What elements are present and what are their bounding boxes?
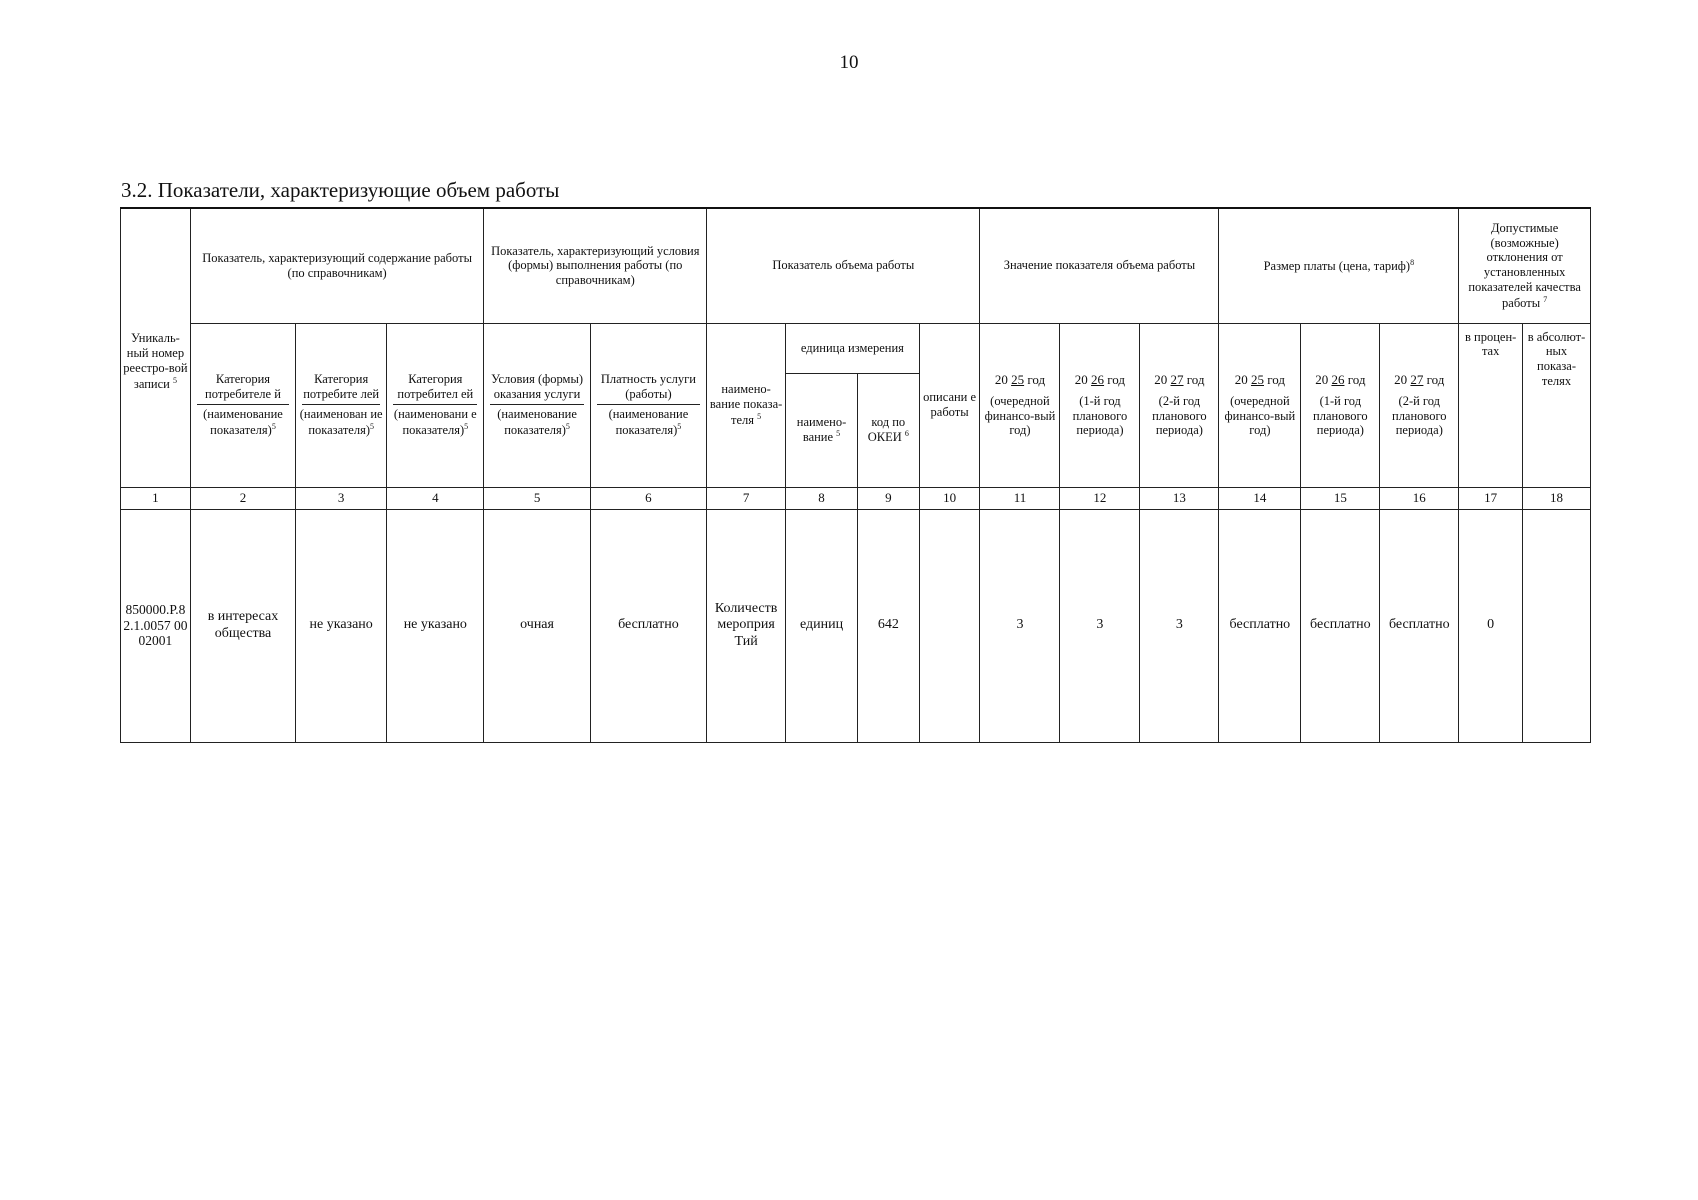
- header-fee: Размер платы (цена, тариф)$^8$: [1219, 208, 1459, 323]
- page-number: 10: [839, 52, 859, 73]
- cell-fee-2026: бесплатно: [1301, 509, 1380, 742]
- column-number: 8: [786, 487, 858, 509]
- column-number: 15: [1301, 487, 1380, 509]
- header-deviation-percent: в процен-тах: [1459, 323, 1523, 487]
- cell-consumer-category-2: не указано: [296, 509, 387, 742]
- column-number: 1: [121, 487, 191, 509]
- cell-fee-2027: бесплатно: [1380, 509, 1459, 742]
- header-fee-2026: 20 26 год (1-й год планового периода): [1301, 323, 1380, 487]
- header-work-description: описани е работы: [919, 323, 980, 487]
- column-number: 2: [190, 487, 295, 509]
- cell-unique-number: 850000.Р.82.1.0057 0002001: [121, 509, 191, 742]
- cell-payment: бесплатно: [590, 509, 706, 742]
- cell-consumer-category-3: не указано: [387, 509, 484, 742]
- header-fee-2027: 20 27 год (2-й год планового периода): [1380, 323, 1459, 487]
- column-number: 4: [387, 487, 484, 509]
- cell-deviation-absolute: [1523, 509, 1591, 742]
- column-number: 10: [919, 487, 980, 509]
- section-title: 3.2. Показатели, характеризующие объем работы: [121, 178, 560, 202]
- column-number: 6: [590, 487, 706, 509]
- cell-consumer-category-1: в интересах общества: [190, 509, 295, 742]
- cell-deviation-percent: 0: [1459, 509, 1523, 742]
- header-fee-2025: 20 25 год (очередной финансо-вый год): [1219, 323, 1301, 487]
- column-number: 3: [296, 487, 387, 509]
- header-value-2026: 20 26 год (1-й год планового периода): [1060, 323, 1140, 487]
- header-volume-value: Значение показателя объема работы: [980, 208, 1219, 323]
- header-service-payment: Платность услуги (работы) (наименование показателя)$^5$: [590, 323, 706, 487]
- header-conditions-indicator: Показатель, характеризующий условия (формы) выполнения работы (по справочникам): [484, 208, 707, 323]
- header-content-indicator: Показатель, характеризующий содержание работы (по справочникам): [190, 208, 484, 323]
- header-unit-name: наимено-вание $^5$: [786, 373, 858, 487]
- cell-value-2025: 3: [980, 509, 1060, 742]
- header-consumer-category-2: Категория потребите лей (наименован ие показателя)$^5$: [296, 323, 387, 487]
- column-number: 17: [1459, 487, 1523, 509]
- column-number: 11: [980, 487, 1060, 509]
- cell-work-description: [919, 509, 980, 742]
- header-deviation-absolute: в абсолют-ных показа-телях: [1523, 323, 1591, 487]
- work-volume-table: [120, 207, 1591, 743]
- cell-value-2026: 3: [1060, 509, 1140, 742]
- cell-okei-code: 642: [857, 509, 919, 742]
- column-number: 9: [857, 487, 919, 509]
- column-number: 16: [1380, 487, 1459, 509]
- header-volume-indicator: Показатель объема работы: [707, 208, 980, 323]
- header-value-2027: 20 27 год (2-й год планового периода): [1140, 323, 1219, 487]
- table-row: [121, 509, 1591, 742]
- column-number: 12: [1060, 487, 1140, 509]
- cell-unit-name: единиц: [786, 509, 858, 742]
- header-indicator-name: наимено-вание показа-теля $^5$: [707, 323, 786, 487]
- cell-fee-2025: бесплатно: [1219, 509, 1301, 742]
- cell-indicator-name: Количеств мероприя Тий: [707, 509, 786, 742]
- header-consumer-category-1: Категория потребителе й (наименование показателя)$^5$: [190, 323, 295, 487]
- column-number: 14: [1219, 487, 1301, 509]
- header-unit-of-measure: единица измерения: [786, 323, 920, 373]
- column-number: 13: [1140, 487, 1219, 509]
- column-number: 18: [1523, 487, 1591, 509]
- header-okei-code: код по ОКЕИ $^6$: [857, 373, 919, 487]
- cell-service-form: очная: [484, 509, 590, 742]
- column-number: 7: [707, 487, 786, 509]
- header-deviation: Допустимые (возможные) отклонения от установленных показателей качества работы $^7$: [1459, 208, 1591, 323]
- header-service-conditions: Условия (формы) оказания услуги (наименование показателя)$^5$: [484, 323, 590, 487]
- header-consumer-category-3: Категория потребител ей (наименовани е показателя)$^5$: [387, 323, 484, 487]
- column-number: 5: [484, 487, 590, 509]
- cell-value-2027: 3: [1140, 509, 1219, 742]
- header-unique-number: Уникаль-ный номер реестро-вой записи $^5$: [121, 208, 191, 487]
- header-value-2025: 20 25 год (очередной финансо-вый год): [980, 323, 1060, 487]
